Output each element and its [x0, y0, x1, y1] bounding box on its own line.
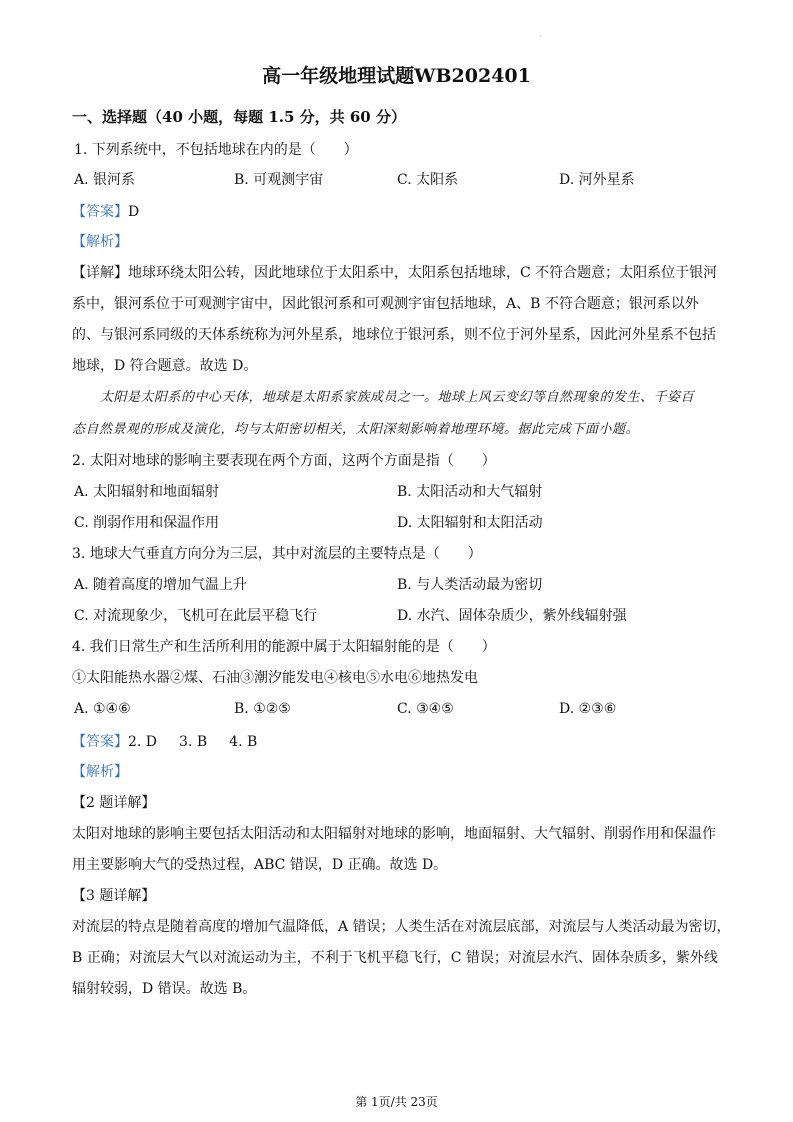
q3-detail-line: B 正确；对流层大气以对流运动为主，不利于飞机平稳飞行，C 错误；对流层水汽、固体杂质多，紫外线	[72, 950, 718, 966]
q2-detail-heading: 【2 题详解】	[72, 795, 156, 811]
question-1-stem: 1. 下列系统中，不包括地球在内的是（ ）	[74, 142, 358, 158]
q1-option-d: D. 河外星系	[559, 172, 635, 188]
q1-answer	[72, 203, 139, 221]
analysis-tag: 【解析】	[72, 764, 128, 780]
q1-analysis-tag: 【解析】	[72, 234, 128, 250]
q2-option-b: B. 太阳活动和大气辐射	[397, 484, 543, 500]
q1-option-b: B. 可观测宇宙	[234, 172, 324, 188]
q3-option-b: B. 与人类活动最为密切	[397, 577, 543, 593]
answer-4: 4. B	[229, 734, 258, 750]
q3-detail-line: 对流层的特点是随着高度的增加气温降低，A 错误；人类生活在对流层底部，对流层与人类活动最为密切，	[72, 919, 731, 935]
q4-option-b: B. ①②⑤	[234, 701, 291, 717]
answer-value: D	[128, 204, 140, 220]
q2-option-a: A. 太阳辐射和地面辐射	[74, 484, 220, 500]
answer-tag: 【答案】	[72, 204, 128, 220]
q4-option-a: A. ①④⑥	[74, 701, 131, 717]
question-2-stem: 2. 太阳对地球的影响主要表现在两个方面，这两个方面是指（ ）	[72, 453, 496, 469]
answer-tag: 【答案】	[72, 734, 128, 750]
answers-2-4	[72, 733, 257, 751]
q1-option-a: A. 银河系	[74, 172, 136, 188]
q2-detail-line: 用主要影响大气的受热过程，ABC 错误，D 正确。故选 D。	[72, 857, 448, 873]
q1-detail-line: 【详解】地球环绕太阳公转，因此地球位于太阳系中，太阳系包括地球，C 不符合题意；太阳系位于银河	[72, 265, 718, 281]
q3-detail-line: 辐射较弱，D 错误。故选 B。	[72, 981, 257, 997]
q1-detail-line: 系中，银河系位于可观测宇宙中，因此银河系和可观测宇宙包括地球，A、B 不符合题意；银河系以外	[72, 296, 699, 312]
scan-dot: ·	[539, 32, 542, 41]
question-4-stem: 4. 我们日常生产和生活所利用的能源中属于太阳辐射能的是（ ）	[72, 639, 496, 655]
q1-detail-line: 地球，D 符合题意。故选 D。	[72, 358, 258, 374]
q3-option-d: D. 水汽、固体杂质少，紫外线辐射强	[397, 608, 627, 624]
reading-passage-line: 态自然景观的形成及演化，均与太阳密切相关，太阳深刻影响着地理环境。据此完成下面小题。	[72, 422, 640, 437]
q2-detail-line: 太阳对地球的影响主要包括太阳活动和太阳辐射对地球的影响，地面辐射、大气辐射、削弱作用和保温作	[72, 826, 716, 842]
answer-2: 2. D	[128, 734, 158, 750]
q4-option-d: D. ②③⑥	[559, 701, 617, 717]
reading-passage-line: 太阳是太阳系的中心天体，地球是太阳系家族成员之一。地球上风云变幻等自然现象的发生、千姿百	[100, 390, 695, 405]
q1-detail-line: 的、与银河系同级的天体系统称为河外星系，地球位于银河系，则不位于河外星系，因此河外星系不包括	[72, 327, 716, 343]
answer-3: 3. B	[179, 734, 208, 750]
q4-items: ①太阳能热水器②煤、石油③潮汐能发电④核电⑤水电⑥地热发电	[72, 670, 478, 686]
question-3-stem: 3. 地球大气垂直方向分为三层，其中对流层的主要特点是（ ）	[72, 546, 482, 562]
q3-detail-heading: 【3 题详解】	[72, 888, 156, 904]
q2-option-d: D. 太阳辐射和太阳活动	[397, 515, 543, 531]
q1-option-c: C. 太阳系	[397, 172, 459, 188]
page-footer: 第 1页/共 23页	[355, 1095, 438, 1109]
q3-option-a: A. 随着高度的增加气温上升	[74, 577, 248, 593]
page-title: 高一年级地理试题WB202401	[262, 65, 531, 87]
section-heading: 一、选择题（40 小题，每题 1.5 分，共 60 分）	[72, 108, 406, 126]
q2-option-c: C. 削弱作用和保温作用	[74, 515, 220, 531]
q3-option-c: C. 对流现象少，飞机可在此层平稳飞行	[74, 608, 318, 624]
q4-option-c: C. ③④⑤	[397, 701, 454, 717]
